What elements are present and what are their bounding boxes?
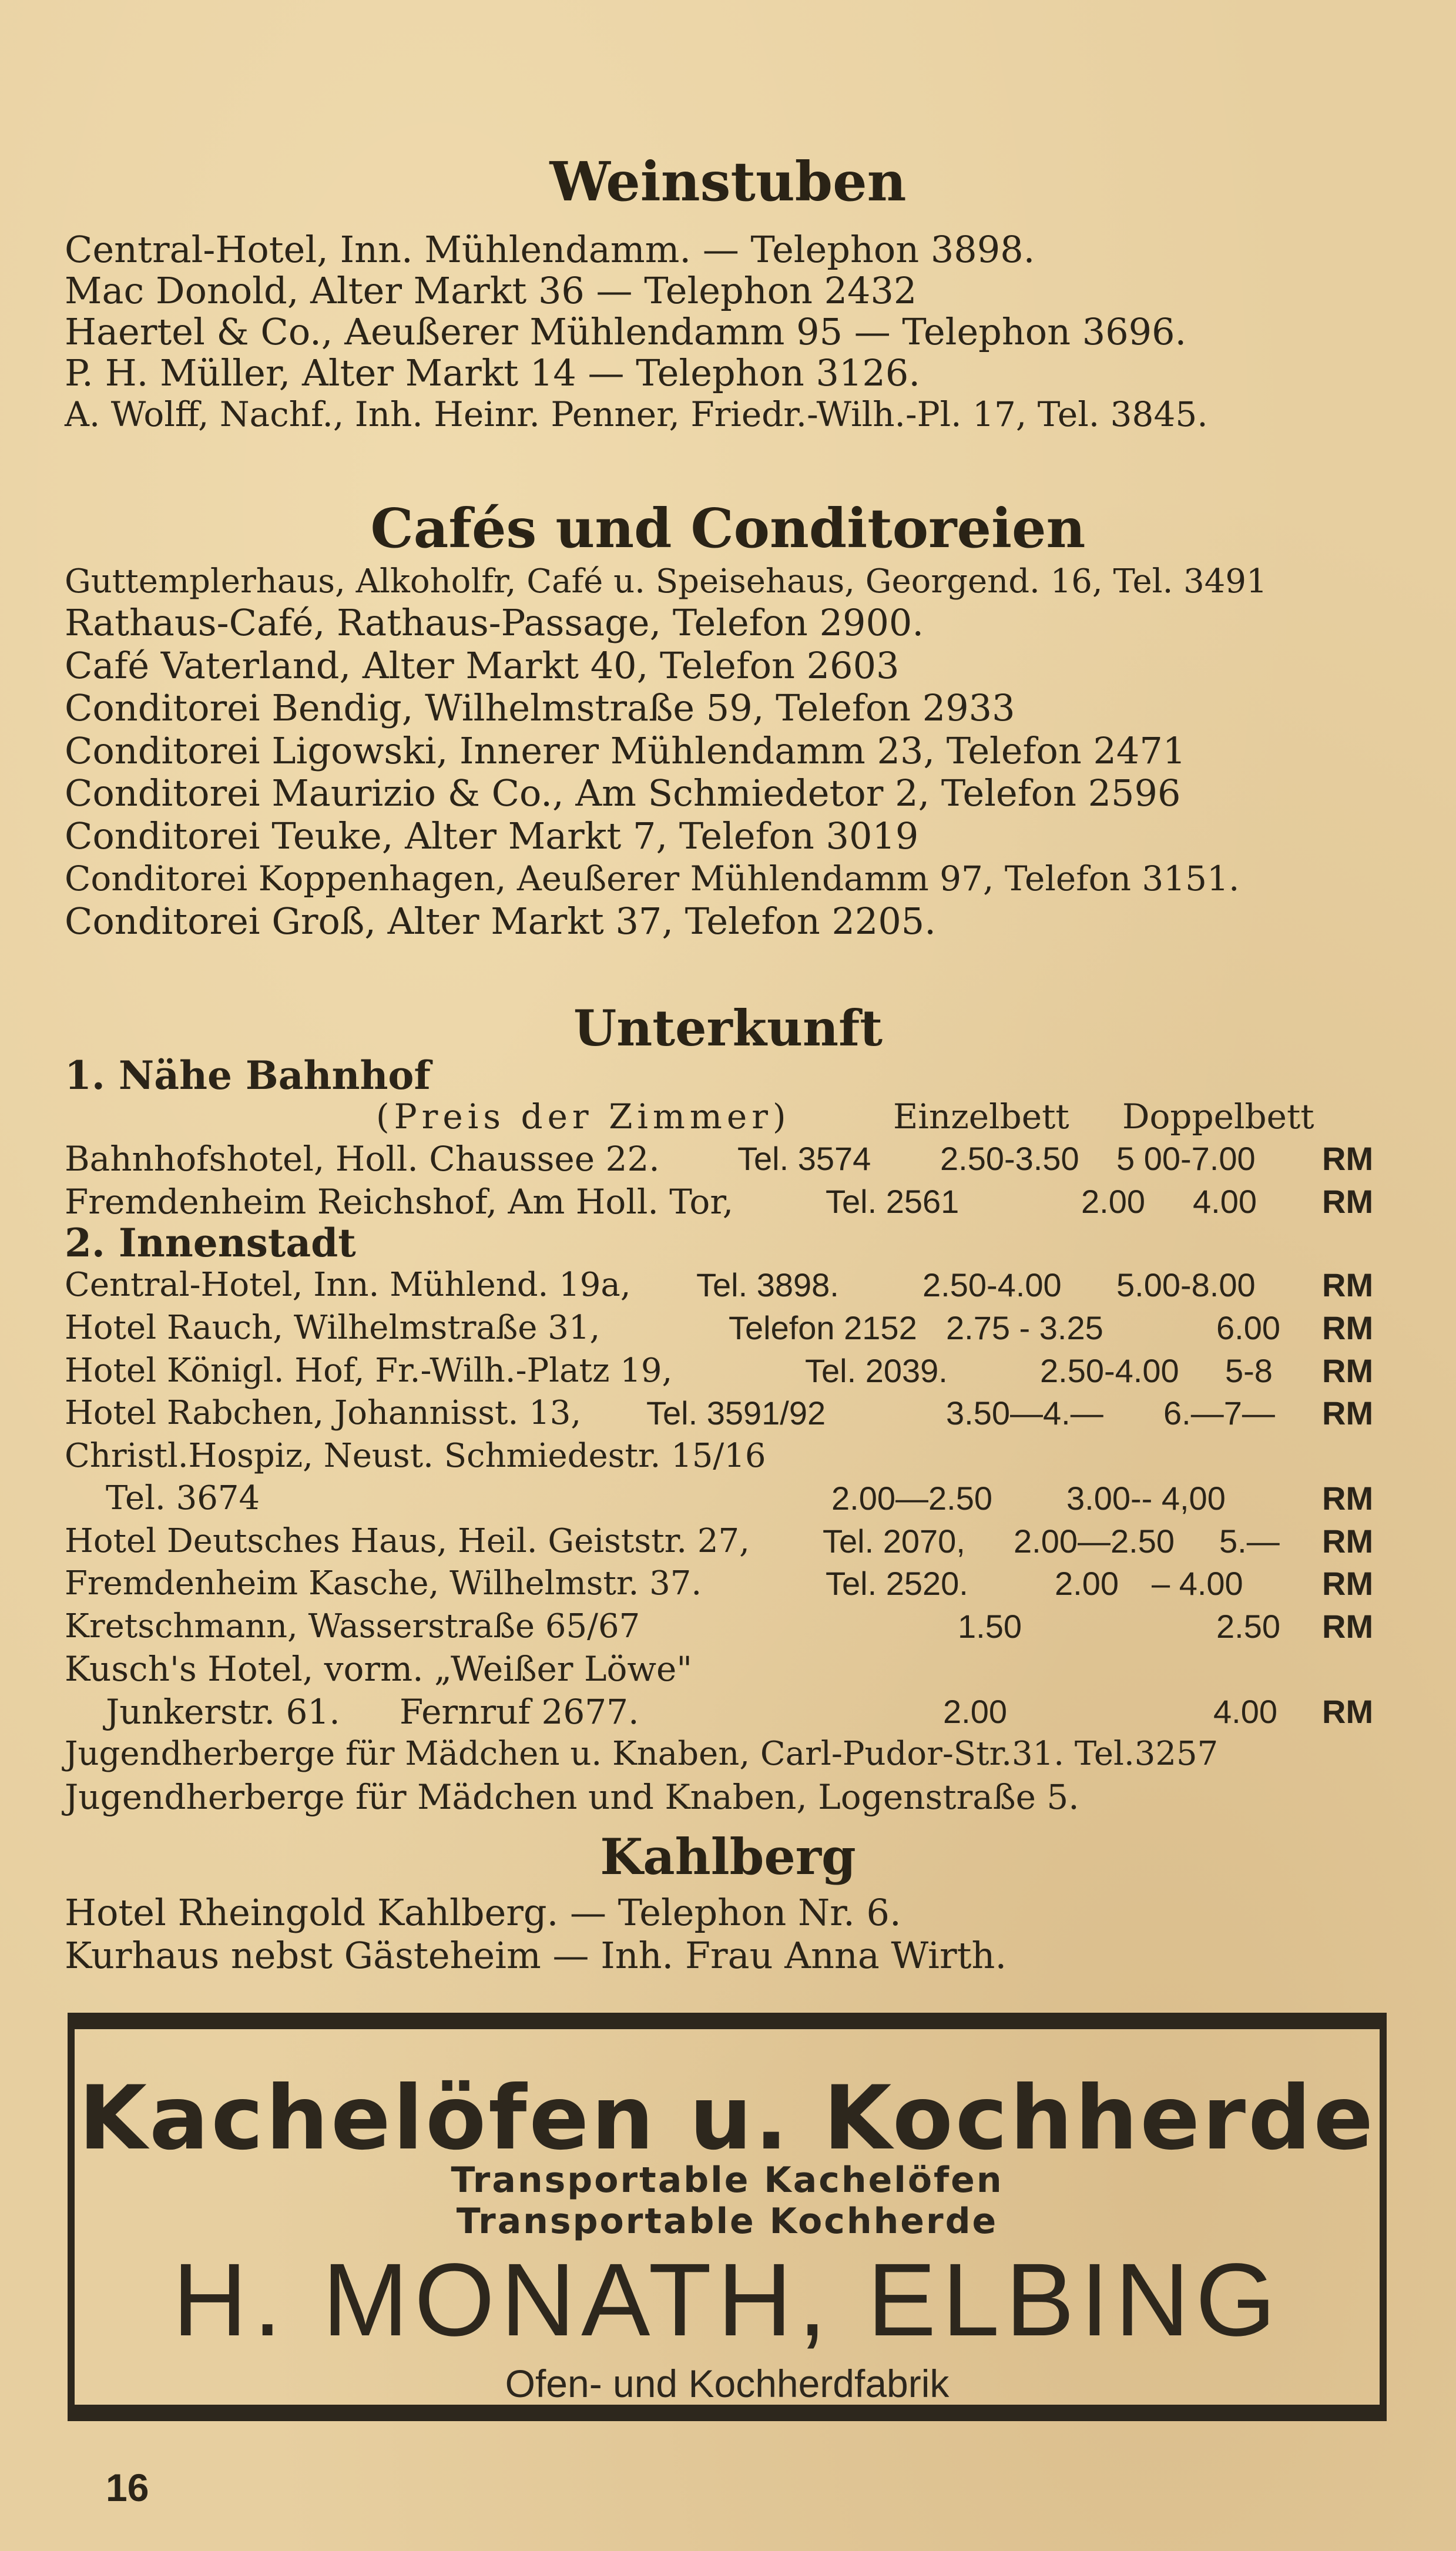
row-einzel: 3.50—4.— (946, 1394, 1103, 1432)
price-header-label: (Preis der Zimmer) (376, 1097, 791, 1137)
row-doppel: 2.50 (1216, 1608, 1280, 1645)
heading-unterkunft: Unterkunft (573, 999, 883, 1057)
ad-tagline: Ofen- und Kochherdfabrik (505, 2362, 950, 2405)
row-tel: Tel. 2039. (805, 1352, 948, 1389)
cafes-line: Guttemplerhaus, Alkoholfr, Café u. Speisehaus, Georgend. 16, Tel. 3491 (65, 562, 1267, 601)
weinstuben-line: Haertel & Co., Aeußerer Mühlendamm 95 — Telephon 3696. (65, 310, 1187, 353)
row-tel: Tel. 2561 (826, 1183, 960, 1220)
row-doppel: – 4.00 (1152, 1565, 1243, 1602)
ad-company-name: H. MONATH, ELBING (172, 2242, 1282, 2358)
row-tel: Tel. 2070, (823, 1523, 965, 1560)
jugendherberge-line: Jugendherberge für Mädchen u. Knaben, Carl-Pudor-Str.31. Tel.3257 (65, 1735, 1219, 1773)
row-name: Bahnhofshotel, Holl. Chaussee 22. (65, 1139, 660, 1179)
row-unit: RM (1322, 1693, 1374, 1730)
weinstuben-line: A. Wolff, Nachf., Inh. Heinr. Penner, Friedr.-Wilh.-Pl. 17, Tel. 3845. (65, 394, 1208, 434)
row-name: Central-Hotel, Inn. Mühlend. 19a, (65, 1266, 631, 1304)
row-einzel: 2.00—2.50 (1014, 1523, 1175, 1560)
row-name: Kretschmann, Wasserstraße 65/67 (65, 1607, 640, 1645)
row-name: Hotel Rauch, Wilhelmstraße 31, (65, 1309, 600, 1347)
cafes-line: Conditorei Groß, Alter Markt 37, Telefon 2205. (65, 900, 936, 943)
cafes-line: Conditorei Maurizio & Co., Am Schmiedetor 2, Telefon 2596 (65, 772, 1181, 814)
advertisement (68, 2013, 1387, 2421)
row-name: Hotel Deutsches Haus, Heil. Geiststr. 27, (65, 1522, 750, 1560)
row-name: Hotel Rabchen, Johannisst. 13, (65, 1394, 582, 1432)
row-tel: Telefon 2152 (729, 1309, 917, 1346)
row-einzel: 1.50 (958, 1608, 1022, 1645)
page-number: 16 (106, 2466, 149, 2509)
row-unit: RM (1322, 1523, 1374, 1560)
heading-kahlberg: Kahlberg (600, 1828, 856, 1886)
weinstuben-line: Central-Hotel, Inn. Mühlendamm. — Telephon 3898. (65, 228, 1035, 271)
weinstuben-line: P. H. Müller, Alter Markt 14 — Telephon 3126. (65, 351, 921, 394)
row-tel: Fernruf 2677. (400, 1692, 639, 1732)
row-doppel: 6.00 (1216, 1309, 1280, 1346)
row-tel: Tel. 2520. (826, 1565, 968, 1602)
row-tel: Tel. 3591/92 (646, 1394, 826, 1432)
heading-weinstuben: Weinstuben (549, 150, 907, 213)
row-name: Fremdenheim Kasche, Wilhelmstr. 37. (65, 1564, 702, 1603)
row-einzel: 2.00 (943, 1693, 1007, 1730)
cafes-line: Conditorei Ligowski, Innerer Mühlendamm 23, Telefon 2471 (65, 729, 1186, 772)
row-unit: RM (1322, 1352, 1374, 1389)
row-unit: RM (1322, 1140, 1374, 1177)
row-unit: RM (1322, 1394, 1374, 1432)
kahlberg-line: Kurhaus nebst Gästeheim — Inh. Frau Anna Wirth. (65, 1934, 1007, 1977)
row-name: Kusch's Hotel, vorm. „Weißer Löwe" (65, 1649, 693, 1689)
price-header-doppel: Doppelbett (1122, 1097, 1314, 1137)
section-naehe-bahnhof: 1. Nähe Bahnhof (65, 1052, 431, 1098)
cafes-line: Conditorei Koppenhagen, Aeußerer Mühlendamm 97, Telefon 3151. (65, 859, 1240, 899)
row-einzel: 2.50-4.00 (1040, 1352, 1179, 1389)
row-einzel: 2.00 (1055, 1565, 1119, 1602)
row-einzel: 2.00 (1081, 1183, 1145, 1220)
row-name: Junkerstr. 61. (106, 1692, 340, 1732)
weinstuben-line: Mac Donold, Alter Markt 36 — Telephon 2432 (65, 269, 917, 312)
jugendherberge-line: Jugendherberge für Mädchen und Knaben, Logenstraße 5. (65, 1777, 1079, 1817)
row-tel: Tel. 3574 (737, 1140, 871, 1177)
kahlberg-line: Hotel Rheingold Kahlberg. — Telephon Nr. 6. (65, 1891, 901, 1934)
heading-cafes: Cafés und Conditoreien (370, 497, 1086, 560)
ad-subtitle: Transportable Kochherde (456, 2201, 998, 2242)
row-unit: RM (1322, 1266, 1374, 1303)
row-name: Fremdenheim Reichshof, Am Holl. Tor, (65, 1182, 734, 1222)
row-unit: RM (1322, 1480, 1374, 1517)
row-unit: RM (1322, 1608, 1374, 1645)
cafes-line: Conditorei Bendig, Wilhelmstraße 59, Telefon 2933 (65, 686, 1015, 729)
row-name: Christl.Hospiz, Neust. Schmiedestr. 15/16 (65, 1437, 766, 1475)
row-doppel: 4.00 (1193, 1183, 1257, 1220)
row-doppel: 6.—7— (1163, 1394, 1275, 1432)
row-doppel: 4.00 (1213, 1693, 1277, 1730)
cafes-line: Conditorei Teuke, Alter Markt 7, Telefon 3019 (65, 814, 919, 857)
row-unit: RM (1322, 1309, 1374, 1346)
row-name: Hotel Königl. Hof, Fr.-Wilh.-Platz 19, (65, 1352, 673, 1390)
row-doppel: 5-8 (1225, 1352, 1273, 1389)
row-doppel: 3.00-- 4,00 (1066, 1480, 1226, 1517)
cafes-line: Café Vaterland, Alter Markt 40, Telefon 2603 (65, 644, 900, 687)
row-doppel: 5.— (1219, 1523, 1280, 1560)
row-name: Tel. 3674 (106, 1479, 260, 1517)
row-einzel: 2.75 - 3.25 (946, 1309, 1103, 1346)
row-einzel: 2.50-4.00 (922, 1266, 1062, 1303)
row-unit: RM (1322, 1565, 1374, 1602)
row-doppel: 5 00-7.00 (1116, 1140, 1256, 1177)
price-header-einzel: Einzelbett (893, 1097, 1069, 1137)
cafes-line: Rathaus-Café, Rathaus-Passage, Telefon 2900. (65, 601, 924, 644)
ad-title: Kachelöfen u. Kochherde (78, 2067, 1376, 2170)
section-innenstadt: 2. Innenstadt (65, 1220, 356, 1266)
row-einzel: 2.00—2.50 (831, 1480, 992, 1517)
row-tel: Tel. 3898. (696, 1266, 839, 1303)
ad-subtitle: Transportable Kachelöfen (451, 2160, 1004, 2201)
row-doppel: 5.00-8.00 (1116, 1266, 1256, 1303)
row-einzel: 2.50-3.50 (940, 1140, 1079, 1177)
row-unit: RM (1322, 1183, 1374, 1220)
